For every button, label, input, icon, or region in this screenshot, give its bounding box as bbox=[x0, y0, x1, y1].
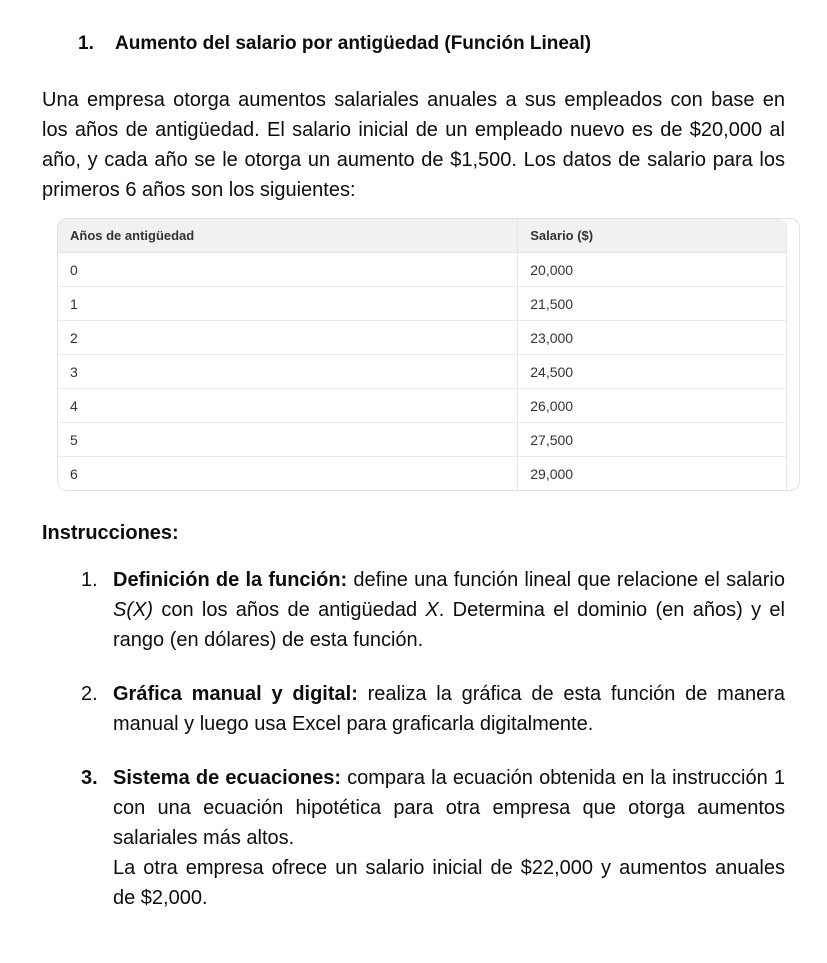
cell-years: 6 bbox=[70, 465, 78, 482]
cell-salary: 21,500 bbox=[517, 287, 787, 321]
intro-paragraph: Una empresa otorga aumentos salariales anuales a sus empleados con base en los años de antigüedad. El salario inicial de un empleado nuevo es de $20,000 al año, y cada año se le otorga un aumento de $1,500. Los datos de salario para los primeros 6 años son los siguientes: bbox=[42, 89, 785, 201]
instruction-label: Definición de la función: bbox=[113, 569, 348, 591]
cell-years: 2 bbox=[58, 321, 517, 355]
exercise-title bbox=[78, 32, 785, 55]
instruction-item-2 bbox=[81, 679, 785, 739]
instruction-segment: La otra empresa ofrece un salario inicial de $22,000 y aumentos anuales de $2,000. bbox=[113, 857, 785, 909]
instruction-number: 1. bbox=[81, 569, 98, 591]
table-row bbox=[58, 287, 787, 321]
instruction-text bbox=[113, 565, 785, 655]
cell-salary: 26,000 bbox=[517, 389, 787, 423]
instruction-segment: S(X) bbox=[113, 599, 153, 621]
instruction-segment: . Determina el dominio (en años) y el rango (en dólares) de esta función. bbox=[113, 599, 785, 651]
table-row bbox=[58, 423, 787, 457]
instruction-segment: con los años de antigüedad bbox=[153, 599, 426, 621]
cell-salary: 29,000 bbox=[517, 457, 787, 490]
cell-salary: 20,000 bbox=[517, 253, 787, 287]
cell-salary: 24,500 bbox=[517, 355, 787, 389]
cell-years: 4 bbox=[58, 389, 517, 423]
instruction-item-3 bbox=[81, 763, 785, 913]
cell-salary: 27,500 bbox=[517, 423, 787, 457]
salary-table-container bbox=[57, 218, 800, 491]
cell-salary: 23,000 bbox=[517, 321, 787, 355]
instruction-segment: define una función lineal que relacione el salario bbox=[347, 569, 785, 591]
instructions-list bbox=[42, 565, 785, 913]
cell-years: 5 bbox=[58, 423, 517, 457]
instruction-text bbox=[113, 763, 785, 913]
instruction-label: Gráfica manual y digital: bbox=[113, 683, 358, 705]
instruction-item-1 bbox=[81, 565, 785, 655]
table-row bbox=[58, 253, 787, 287]
header-row bbox=[58, 219, 787, 253]
instruction-text bbox=[113, 679, 785, 739]
cell-years: 3 bbox=[58, 355, 517, 389]
instruction-number: 3. bbox=[81, 767, 98, 789]
table-row bbox=[58, 457, 787, 490]
salary-table-body bbox=[58, 253, 787, 490]
cell-years: 0 bbox=[58, 253, 517, 287]
instructions-heading: Instrucciones: bbox=[42, 522, 179, 544]
exercise-number: 1. bbox=[78, 33, 94, 54]
instruction-segment: realiza la gráfica de esta función de manera manual y luego usa Excel para graficarla digitalmente. bbox=[113, 683, 785, 735]
exercise-title-text: Aumento del salario por antigüedad (Función Lineal) bbox=[115, 33, 592, 54]
column-header-salary: Salario ($) bbox=[517, 219, 787, 253]
instruction-segment: compara la ecuación obtenida en la instrucción 1 con una ecuación hipotética para otra empresa que otorga aumentos salariales más altos. bbox=[113, 767, 785, 849]
salary-table-header bbox=[58, 219, 787, 253]
instruction-number: 2. bbox=[81, 683, 98, 705]
document-page bbox=[0, 32, 827, 913]
instruction-label: Sistema de ecuaciones: bbox=[113, 767, 341, 789]
table-row bbox=[58, 355, 787, 389]
cell-years: 1 bbox=[58, 287, 517, 321]
column-header-years: Años de antigüedad bbox=[58, 219, 517, 253]
table-row bbox=[58, 389, 787, 423]
instruction-segment: X bbox=[425, 599, 439, 621]
salary-table bbox=[58, 219, 787, 490]
table-row bbox=[58, 321, 787, 355]
